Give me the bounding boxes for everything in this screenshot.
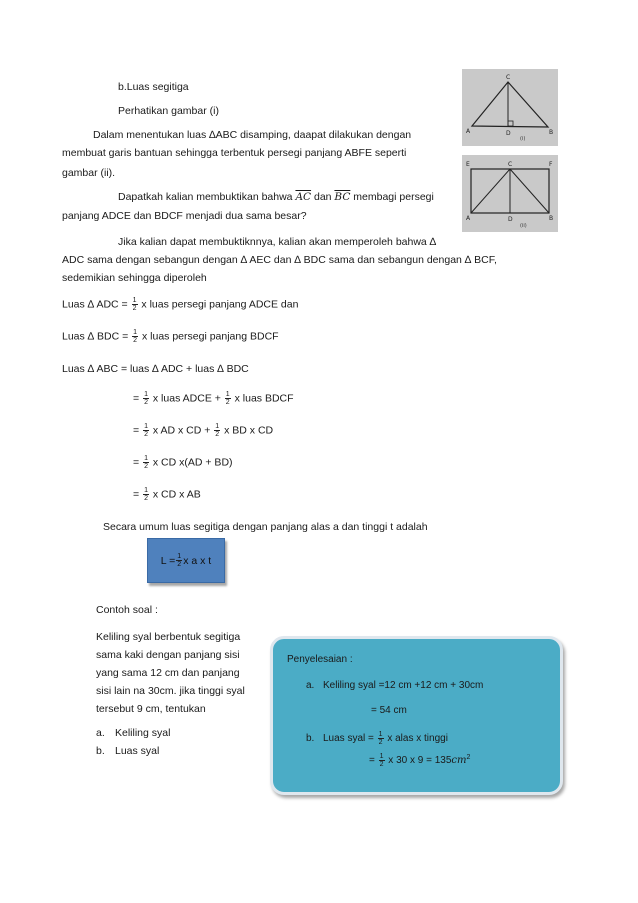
soal-line-4: sisi lain na 30cm. jika tinggi syal	[96, 685, 245, 697]
triangle-figure-i	[462, 69, 558, 146]
figure-ii-photo	[462, 155, 558, 232]
step-2: = $\frac{1}{2}$ x AD x CD + $\frac{1}{2}$ x BD x CD	[133, 423, 274, 438]
intro-line-3: gambar (ii).	[62, 167, 116, 179]
label-c2: C	[508, 161, 513, 168]
soal-line-1: Keliling syal berbentuk segitiga	[96, 631, 241, 643]
formula-rest: x a x t	[183, 554, 212, 567]
fraction-half: $\frac{1}{2}$	[378, 731, 383, 746]
prove-line-1	[118, 191, 434, 203]
luas-adc-label: Luas ∆ ADC =	[62, 298, 131, 311]
step-3: = $\frac{1}{2}$ x CD x(AD + BD)	[133, 455, 233, 470]
label-f: F	[549, 161, 553, 168]
fraction-half: $\frac{1}{2}$	[177, 553, 182, 568]
rectangle-figure-ii	[462, 155, 558, 232]
figure-i-photo	[462, 69, 558, 146]
question-a-marker: a.	[96, 727, 105, 739]
label-b: B	[549, 129, 554, 136]
intro-line-2: membuat garis bantuan sehingga terbentuk persegi panjang ABFE seperti	[62, 147, 407, 159]
fraction-half: $\frac{1}{2}$	[132, 297, 137, 312]
label-c: C	[506, 74, 511, 81]
fraction-half: $\frac{1}{2}$	[133, 329, 138, 344]
caption-i: (i)	[520, 136, 526, 142]
label-b2: B	[549, 215, 554, 222]
label-a: A	[466, 128, 471, 135]
jika-line-1: Jika kalian dapat membuktiknnya, kalian akan memperoleh bahwa ∆	[118, 236, 437, 248]
unit-exponent: 2	[466, 753, 471, 761]
prove-text-dan: dan	[311, 191, 335, 203]
luas-bdc-label: Luas ∆ BDC =	[62, 330, 132, 343]
luas-adc	[62, 297, 298, 312]
luas-adc-rest: x luas persegi panjang ADCE dan	[138, 298, 299, 311]
fraction-half: $\frac{1}{2}$	[225, 391, 230, 406]
luas-bdc-rest: x luas persegi panjang BDCF	[139, 330, 279, 343]
question-b-marker: b.	[96, 745, 105, 757]
answer-b: Luas syal = $\frac{1}{2}$ x alas x tinggi	[323, 731, 448, 746]
section-title: b.Luas segitiga	[118, 81, 189, 93]
question-a: Keliling syal	[115, 727, 171, 739]
soal-line-3: yang sama 12 cm dan panjang	[96, 667, 240, 679]
fraction-half: $\frac{1}{2}$	[215, 423, 220, 438]
luas-bdc	[62, 329, 279, 344]
unit-cm: cm	[451, 755, 467, 767]
luas-abc: Luas ∆ ABC = luas ∆ ADC + luas ∆ BDC	[62, 363, 249, 375]
intro-line-1: Dalam menentukan luas ∆ABC disamping, daapat dilakukan dengan	[93, 129, 412, 141]
fraction-half: $\frac{1}{2}$	[379, 753, 384, 768]
step-1: = $\frac{1}{2}$ x luas ADCE + $\frac{1}{2}$ x luas BDCF	[133, 391, 294, 406]
label-a2: A	[466, 215, 471, 222]
answer-box	[270, 636, 563, 795]
jika-line-3: sedemikian sehingga diperoleh	[62, 272, 207, 284]
label-d: D	[506, 130, 511, 137]
secara-umum: Secara umum luas segitiga dengan panjang alas a dan tinggi t adalah	[103, 521, 428, 533]
prove-line-2: panjang ADCE dan BDCF menjadi dua sama besar?	[62, 210, 307, 222]
soal-line-2: sama kaki dengan panjang sisi	[96, 649, 240, 661]
perhatikan-text: Perhatikan gambar (i)	[118, 105, 219, 117]
prove-text-b: membagi persegi	[350, 191, 434, 203]
segment-bc: $\overline{BC}$	[334, 191, 351, 203]
prove-text-a: Dapatkah kalian membuktikan bahwa	[118, 191, 296, 203]
caption-ii: (ii)	[520, 223, 527, 229]
answer-a: Keliling syal =12 cm +12 cm + 30cm	[323, 680, 484, 691]
penyelesaian-title: Penyelesaian :	[287, 654, 353, 665]
label-d2: D	[508, 216, 513, 223]
answer-b-marker: b.	[306, 733, 315, 744]
jika-line-2: ADC sama dengan sebangun dengan ∆ AEC dan ∆ BDC sama dan sebangun dengan ∆ BCF,	[62, 254, 497, 266]
label-e: E	[466, 161, 470, 168]
step-4: = $\frac{1}{2}$ x CD x AB	[133, 487, 201, 502]
soal-line-5: tersebut 9 cm, tentukan	[96, 703, 206, 715]
contoh-soal: Contoh soal :	[96, 604, 158, 616]
answer-a-result: = 54 cm	[371, 705, 407, 716]
answer-a-marker: a.	[306, 680, 315, 691]
question-b: Luas syal	[115, 745, 160, 757]
fraction-half: $\frac{1}{2}$	[144, 487, 148, 502]
fraction-half: $\frac{1}{2}$	[144, 455, 148, 470]
formula-box	[147, 538, 225, 583]
formula-label: L =	[160, 554, 176, 567]
answer-b-result: = $\frac{1}{2}$ x 30 x $9 = 135cm^2$	[369, 753, 471, 768]
fraction-half: $\frac{1}{2}$	[144, 423, 148, 438]
segment-ac: $\overline{AC}$	[295, 191, 312, 203]
fraction-half: $\frac{1}{2}$	[144, 391, 148, 406]
